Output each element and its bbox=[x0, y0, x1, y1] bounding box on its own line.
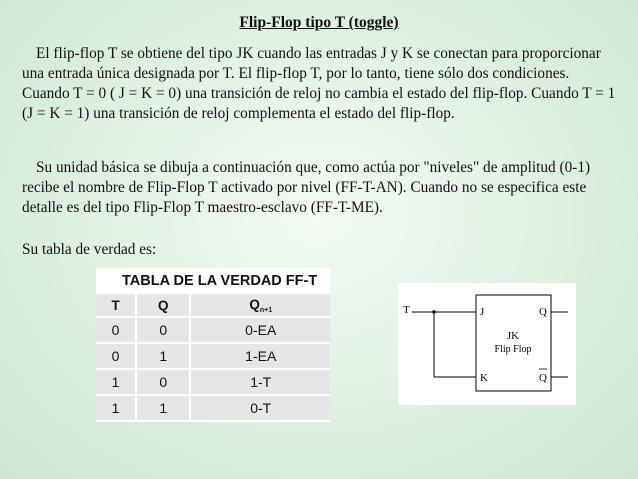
pin-j-label: J bbox=[480, 306, 485, 318]
table-cell: 1 bbox=[136, 395, 190, 421]
table-cell: 1-EA bbox=[190, 343, 330, 369]
table-cell: 1 bbox=[136, 343, 190, 369]
truth-table-caption: TABLA DE LA VERDAD FF-T bbox=[96, 268, 330, 294]
header-q-next-subscript: n+1 bbox=[259, 306, 273, 314]
out-q-label: Q bbox=[539, 306, 547, 318]
truth-table-intro: Su tabla de verdad es: bbox=[22, 241, 157, 258]
table-row bbox=[96, 395, 330, 421]
table-row bbox=[96, 369, 330, 395]
slide-title: Flip-Flop tipo T (toggle) bbox=[239, 14, 399, 31]
table-row bbox=[96, 317, 330, 343]
table-cell: 0-EA bbox=[190, 317, 330, 343]
header-q-next bbox=[190, 294, 330, 317]
t-flip-flop-diagram bbox=[398, 283, 576, 405]
table-cell: 0 bbox=[136, 317, 190, 343]
table-cell: 1 bbox=[96, 395, 136, 421]
header-t: T bbox=[96, 294, 136, 317]
table-cell: 0 bbox=[96, 317, 136, 343]
junction-dot bbox=[432, 310, 436, 314]
pin-k-label: K bbox=[480, 372, 488, 384]
box-line2: Flip Flop bbox=[494, 344, 532, 355]
table-cell: 0 bbox=[96, 343, 136, 369]
intro-paragraph: El flip-flop T se obtiene del tipo JK cuando las entradas J y K se conectan para proporcionar una entrada única designada por T. El flip-flop T, por lo tanto, tiene sólo dos condiciones. Cuando T = 0 ( J = K = 0) una transición de reloj no cambia el estado del flip-flop. Cuando T = 1 (J = K = 1) una transición de reloj complementa el estado del flip-flop. bbox=[22, 45, 616, 122]
basic-unit-paragraph: Su unidad básica se dibuja a continuación que, como actúa por "niveles" de amplitud (0-1) recibe el nombre de Flip-Flop T activado por nivel (FF-T-AN). Cuando no se especifica este detalle es del tipo Flip-Flop T maestro-esclavo (FF-T-ME). bbox=[22, 159, 591, 216]
box-line1: JK bbox=[506, 330, 520, 342]
header-q-next-label: Q bbox=[249, 296, 260, 312]
out-qbar-label: Q bbox=[539, 372, 547, 384]
header-q: Q bbox=[136, 294, 190, 317]
table-cell: 1 bbox=[96, 369, 136, 395]
table-cell: 0-T bbox=[190, 395, 330, 421]
table-cell: 1-T bbox=[190, 369, 330, 395]
input-t-label: T bbox=[403, 304, 410, 316]
truth-table bbox=[96, 268, 330, 422]
table-row bbox=[96, 343, 330, 369]
table-cell: 0 bbox=[136, 369, 190, 395]
